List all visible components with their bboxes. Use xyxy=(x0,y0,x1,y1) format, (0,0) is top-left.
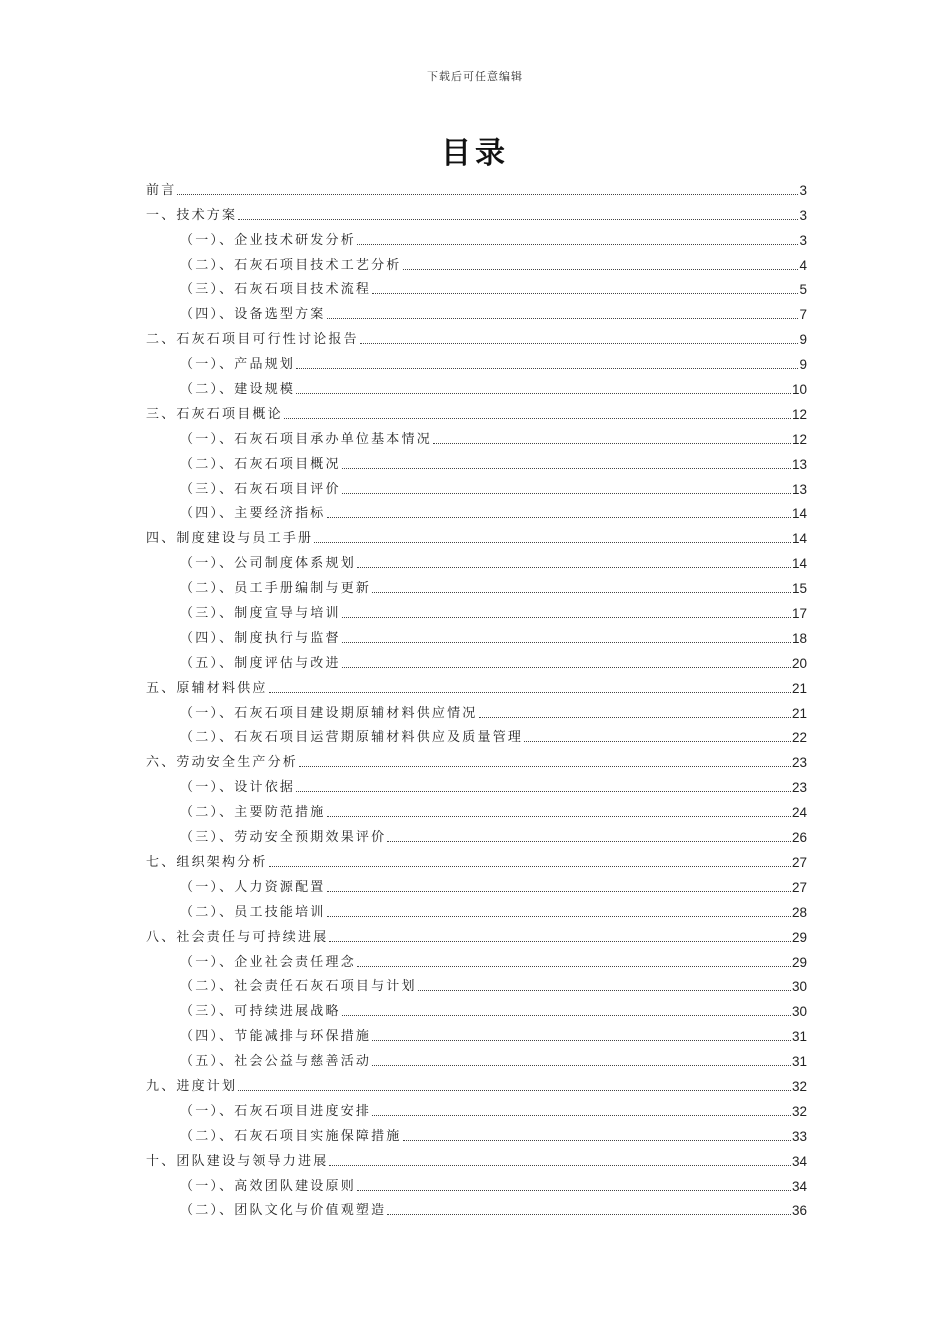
toc-entry-label: （五）、社会公益与慈善活动 xyxy=(180,1054,372,1070)
toc-entry[interactable] xyxy=(146,249,807,274)
toc-entry-page: 20 xyxy=(791,655,807,671)
toc-entry-page: 10 xyxy=(791,382,807,398)
toc-leader-dots xyxy=(524,740,791,742)
toc-entry-label: （一）、石灰石项目建设期原辅材料供应情况 xyxy=(180,705,478,721)
toc-entry[interactable] xyxy=(146,448,807,473)
toc-entry[interactable] xyxy=(146,224,807,249)
toc-entry[interactable] xyxy=(146,199,807,224)
toc-entry-page: 13 xyxy=(791,456,807,472)
toc-entry-page: 33 xyxy=(791,1128,807,1144)
toc-entry[interactable] xyxy=(146,971,807,996)
page-header-note: 下载后可任意编辑 xyxy=(427,70,523,83)
toc-leader-dots xyxy=(327,317,799,319)
toc-entry-page: 28 xyxy=(791,904,807,920)
toc-entry-page: 14 xyxy=(791,531,807,547)
toc-entry-page: 34 xyxy=(791,1178,807,1194)
toc-entry-page: 32 xyxy=(791,1103,807,1119)
toc-leader-dots xyxy=(357,566,791,568)
toc-entry-page: 14 xyxy=(791,556,807,572)
toc-entry-page: 27 xyxy=(791,854,807,870)
toc-entry-label: 五、原辅材料供应 xyxy=(146,680,268,696)
toc-entry[interactable] xyxy=(146,821,807,846)
toc-entry-page: 3 xyxy=(799,207,807,223)
toc-entry[interactable] xyxy=(146,771,807,796)
toc-leader-dots xyxy=(433,442,791,444)
toc-entry-label: （四）、制度执行与监督 xyxy=(180,630,341,646)
toc-leader-dots xyxy=(387,1213,791,1215)
toc-entry[interactable] xyxy=(146,846,807,871)
toc-entry[interactable] xyxy=(146,796,807,821)
toc-entry-label: 四、制度建设与员工手册 xyxy=(146,531,314,547)
toc-entry[interactable] xyxy=(146,522,807,547)
toc-leader-dots xyxy=(299,765,791,767)
toc-entry-page: 13 xyxy=(791,481,807,497)
toc-entry-label: （一）、石灰石项目承办单位基本情况 xyxy=(180,431,432,447)
toc-entry-label: （一）、企业技术研发分析 xyxy=(180,232,356,248)
toc-entry[interactable] xyxy=(146,547,807,572)
toc-entry[interactable] xyxy=(146,1070,807,1095)
toc-entry-label: （二）、主要防范措施 xyxy=(180,805,326,821)
toc-entry[interactable] xyxy=(146,323,807,348)
toc-entry-page: 30 xyxy=(791,1004,807,1020)
toc-entry[interactable] xyxy=(146,373,807,398)
toc-entry-page: 31 xyxy=(791,1054,807,1070)
toc-entry[interactable] xyxy=(146,871,807,896)
toc-entry-label: （四）、主要经济指标 xyxy=(180,506,326,522)
toc-entry-label: （二）、石灰石项目运营期原辅材料供应及质量管理 xyxy=(180,730,524,746)
toc-entry[interactable] xyxy=(146,473,807,498)
toc-entry-page: 4 xyxy=(799,257,807,273)
toc-entry-page: 5 xyxy=(799,282,807,298)
toc-entry-page: 9 xyxy=(799,357,807,373)
toc-entry[interactable] xyxy=(146,746,807,771)
toc-leader-dots xyxy=(387,840,791,842)
toc-entry[interactable] xyxy=(146,298,807,323)
toc-entry-label: （一）、石灰石项目进度安排 xyxy=(180,1103,372,1119)
toc-entry[interactable] xyxy=(146,1120,807,1145)
toc-leader-dots xyxy=(327,890,791,892)
toc-entry[interactable] xyxy=(146,174,807,199)
toc-entry-label: （二）、石灰石项目概况 xyxy=(180,456,341,472)
table-of-contents xyxy=(146,174,807,1219)
toc-entry-label: （四）、节能减排与环保措施 xyxy=(180,1029,372,1045)
toc-leader-dots xyxy=(327,915,791,917)
toc-entry-page: 12 xyxy=(791,406,807,422)
toc-entry-page: 24 xyxy=(791,805,807,821)
toc-entry-label: 七、组织架构分析 xyxy=(146,854,268,870)
toc-leader-dots xyxy=(177,193,798,195)
toc-entry-page: 21 xyxy=(791,680,807,696)
toc-entry-page: 23 xyxy=(791,780,807,796)
toc-entry-page: 17 xyxy=(791,606,807,622)
toc-leader-dots xyxy=(314,541,791,543)
toc-entry-page: 26 xyxy=(791,830,807,846)
toc-entry-page: 7 xyxy=(799,307,807,323)
toc-entry-label: （一）、产品规划 xyxy=(180,357,296,373)
toc-entry-label: （二）、建设规模 xyxy=(180,382,296,398)
toc-leader-dots xyxy=(327,516,791,518)
toc-entry-page: 22 xyxy=(791,730,807,746)
toc-entry-page: 9 xyxy=(799,332,807,348)
toc-entry-label: （三）、石灰石项目评价 xyxy=(180,481,341,497)
toc-entry-page: 34 xyxy=(791,1153,807,1169)
toc-leader-dots xyxy=(403,1139,791,1141)
toc-leader-dots xyxy=(342,641,791,643)
toc-entry-page: 21 xyxy=(791,705,807,721)
toc-entry-page: 3 xyxy=(799,232,807,248)
toc-entry[interactable] xyxy=(146,946,807,971)
toc-entry-label: 六、劳动安全生产分析 xyxy=(146,755,299,771)
toc-entry[interactable] xyxy=(146,572,807,597)
toc-entry[interactable] xyxy=(146,1145,807,1170)
toc-leader-dots xyxy=(372,591,791,593)
toc-entry[interactable] xyxy=(146,921,807,946)
toc-entry-label: 十、团队建设与领导力进展 xyxy=(146,1153,329,1169)
toc-entry-label: （一）、公司制度体系规划 xyxy=(180,556,356,572)
toc-entry-page: 29 xyxy=(791,954,807,970)
toc-entry-label: （二）、员工技能培训 xyxy=(180,904,326,920)
toc-entry-label: （二）、员工手册编制与更新 xyxy=(180,581,372,597)
toc-entry[interactable] xyxy=(146,722,807,747)
toc-entry-label: 九、进度计划 xyxy=(146,1078,238,1094)
toc-leader-dots xyxy=(372,1039,791,1041)
toc-entry[interactable] xyxy=(146,498,807,523)
toc-leader-dots xyxy=(418,989,791,991)
toc-entry-page: 12 xyxy=(791,431,807,447)
toc-leader-dots xyxy=(296,790,791,792)
toc-entry[interactable] xyxy=(146,896,807,921)
toc-entry[interactable] xyxy=(146,647,807,672)
toc-leader-dots xyxy=(269,691,791,693)
toc-entry[interactable] xyxy=(146,995,807,1020)
toc-leader-dots xyxy=(269,865,791,867)
toc-entry-label: （三）、劳动安全预期效果评价 xyxy=(180,830,387,846)
toc-leader-dots xyxy=(329,940,791,942)
toc-entry[interactable] xyxy=(146,1170,807,1195)
toc-entry-label: （四）、设备选型方案 xyxy=(180,307,326,323)
toc-entry[interactable] xyxy=(146,274,807,299)
toc-entry-label: （二）、团队文化与价值观塑造 xyxy=(180,1203,387,1219)
toc-entry-page: 15 xyxy=(791,581,807,597)
toc-leader-dots xyxy=(357,243,799,245)
toc-leader-dots xyxy=(238,1089,791,1091)
toc-entry[interactable] xyxy=(146,1095,807,1120)
toc-leader-dots xyxy=(238,218,798,220)
toc-entry[interactable] xyxy=(146,622,807,647)
toc-leader-dots xyxy=(372,1064,791,1066)
toc-entry-label: 三、石灰石项目概论 xyxy=(146,406,283,422)
toc-entry-page: 23 xyxy=(791,755,807,771)
toc-entry-page: 27 xyxy=(791,879,807,895)
toc-entry-page: 32 xyxy=(791,1078,807,1094)
toc-entry-label: （一）、人力资源配置 xyxy=(180,879,326,895)
toc-entry-label: 一、技术方案 xyxy=(146,207,238,223)
toc-entry-page: 36 xyxy=(791,1203,807,1219)
toc-entry[interactable] xyxy=(146,348,807,373)
toc-entry-label: 前言 xyxy=(146,182,177,198)
toc-entry-label: （三）、石灰石项目技术流程 xyxy=(180,282,372,298)
toc-leader-dots xyxy=(296,392,791,394)
toc-entry-label: （二）、石灰石项目技术工艺分析 xyxy=(180,257,402,273)
toc-leader-dots xyxy=(360,342,799,344)
toc-leader-dots xyxy=(342,492,791,494)
toc-entry-label: （一）、设计依据 xyxy=(180,780,296,796)
toc-entry-page: 18 xyxy=(791,630,807,646)
page-title: 目录 xyxy=(441,136,509,171)
toc-entry-page: 14 xyxy=(791,506,807,522)
toc-leader-dots xyxy=(296,367,798,369)
toc-entry-label: （一）、企业社会责任理念 xyxy=(180,954,356,970)
toc-entry-label: （三）、可持续进展战略 xyxy=(180,1004,341,1020)
toc-leader-dots xyxy=(342,467,791,469)
toc-entry-page: 31 xyxy=(791,1029,807,1045)
toc-leader-dots xyxy=(327,815,791,817)
toc-entry-label: （三）、制度宣导与培训 xyxy=(180,606,341,622)
toc-leader-dots xyxy=(479,716,791,718)
toc-leader-dots xyxy=(342,666,791,668)
toc-entry-label: （五）、制度评估与改进 xyxy=(180,655,341,671)
toc-entry-label: （一）、高效团队建设原则 xyxy=(180,1178,356,1194)
toc-entry-label: （二）、石灰石项目实施保障措施 xyxy=(180,1128,402,1144)
toc-entry[interactable] xyxy=(146,672,807,697)
toc-entry[interactable] xyxy=(146,423,807,448)
toc-entry[interactable] xyxy=(146,1045,807,1070)
toc-leader-dots xyxy=(372,1114,791,1116)
toc-leader-dots xyxy=(342,1014,791,1016)
toc-entry[interactable] xyxy=(146,398,807,423)
toc-leader-dots xyxy=(372,292,798,294)
toc-leader-dots xyxy=(403,268,799,270)
toc-entry-label: 二、石灰石项目可行性讨论报告 xyxy=(146,332,359,348)
toc-leader-dots xyxy=(357,1189,791,1191)
toc-entry-label: 八、社会责任与可持续进展 xyxy=(146,929,329,945)
toc-leader-dots xyxy=(329,1164,791,1166)
toc-entry-page: 3 xyxy=(799,182,807,198)
toc-entry-page: 29 xyxy=(791,929,807,945)
toc-entry[interactable] xyxy=(146,697,807,722)
toc-leader-dots xyxy=(357,965,791,967)
toc-leader-dots xyxy=(284,417,791,419)
toc-leader-dots xyxy=(342,616,791,618)
toc-entry[interactable] xyxy=(146,1195,807,1220)
toc-entry[interactable] xyxy=(146,597,807,622)
toc-entry-label: （二）、社会责任石灰石项目与计划 xyxy=(180,979,417,995)
toc-entry-page: 30 xyxy=(791,979,807,995)
toc-entry[interactable] xyxy=(146,1020,807,1045)
